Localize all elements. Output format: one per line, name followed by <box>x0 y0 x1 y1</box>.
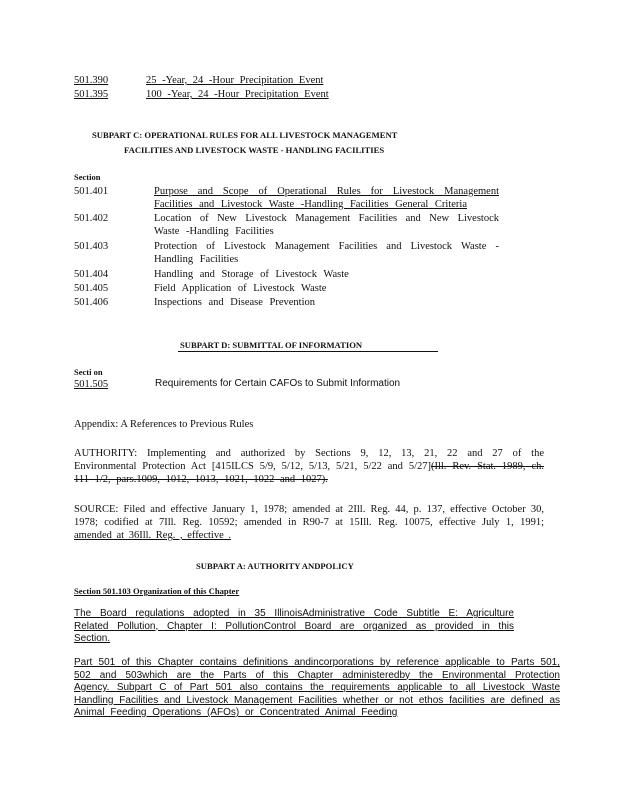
section-title-501-405: Field Application of Livestock Waste <box>154 283 327 294</box>
section-title-501-402: Location of New Livestock Management Facilities and New Livestock Waste -Handling Facilities <box>154 213 499 237</box>
section-title-501-390: 25 -Year, 24 -Hour Precipitation Event <box>146 75 324 86</box>
source-note <box>74 503 544 542</box>
organization-paragraph-1: The Board regulations adopted in 35 IllinoisAdministrative Code Subtitle E: Agriculture Related Pollution, Chapter I: PollutionControl Board are organized as provided in this Section. <box>74 608 514 644</box>
section-number-501-395: 501.395 <box>74 89 109 100</box>
section-501-103-heading: Section 501.103 Organization of this Chapter <box>74 586 240 596</box>
subpart-a-heading: SUBPART A: AUTHORITY ANDPOLICY <box>196 561 354 571</box>
subpart-c-heading-line1: SUBPART C: OPERATIONAL RULES FOR ALL LIVESTOCK MANAGEMENT <box>92 130 398 140</box>
section-number-501-404: 501.404 <box>74 269 109 280</box>
section-number-501-401: 501.401 <box>74 186 109 197</box>
section-number-501-406: 501.406 <box>74 297 109 308</box>
section-title-501-505: Requirements for Certain CAFOs to Submit Information <box>155 378 401 389</box>
authority-note <box>74 447 544 486</box>
section-number-501-390: 501.390 <box>74 75 109 86</box>
section-title-501-401: Purpose and Scope of Operational Rules for Livestock Management Facilities and Livestock Waste -Handling Facilities General Criteria <box>154 186 499 210</box>
source-text: SOURCE: Filed and effective January 1, 1978; amended at 2Ill. Reg. 44, p. 137, effective October 30, 1978; codified at 7Ill. Reg. 10592; amended in R90-7 at 15Ill. Reg. 10075, effective July 1, 1991; <box>74 504 544 528</box>
section-title-501-403: Protection of Livestock Management Facilities and Livestock Waste - Handling Facilities <box>154 241 499 265</box>
organization-paragraph-2: Part 501 of this Chapter contains definitions andincorporations by reference applicable to Parts 501, 502 and 503which are the Parts of this Chapter administeredby the Environmental Protection Agency. Subpart C of Part 501 also contains the requirements applicable to all Livestock Waste Handling Facilities and Livestock Management Facilities whether or not ethos facilities are defined as Animal Feeding Operations (AFOs) or Concentrated Animal Feeding <box>74 657 560 718</box>
section-number-501-405: 501.405 <box>74 283 109 294</box>
source-amendment-underlined: amended at 36Ill. Reg. , effective . <box>74 530 232 541</box>
section-number-501-402: 501.402 <box>74 213 109 224</box>
section-number-501-403: 501.403 <box>74 241 109 252</box>
subpart-d-heading: SUBPART D: SUBMITTAL OF INFORMATION <box>180 340 363 350</box>
section-title-501-406: Inspections and Disease Prevention <box>154 297 316 308</box>
section-title-501-395: 100 -Year, 24 -Hour Precipitation Event <box>146 89 329 100</box>
section-number-501-505: 501.505 <box>74 379 109 390</box>
appendix-entry: Appendix: A References to Previous Rules <box>74 419 254 430</box>
subpart-d-underline <box>178 351 438 352</box>
section-label-2: Secti on <box>74 367 103 377</box>
authority-text: AUTHORITY: Implementing and authorized by Sections 9, 12, 13, 21, 22 and 27 of the Environmental Protection Act [415ILCS 5/9, 5/12, 5/13, 5/21, 5/22 and 5/27] <box>74 448 544 472</box>
section-title-501-404: Handling and Storage of Livestock Waste <box>154 269 349 280</box>
section-label: Section <box>74 172 101 182</box>
authority-struck-citation: (Ill. Rev. Stat. 1989, ch. 111 1/2, pars.1009, 1012, 1013, 1021, 1022 and 1027). <box>74 461 544 485</box>
subpart-c-heading-line2: FACILITIES AND LIVESTOCK WASTE - HANDLING FACILITIES <box>124 145 385 155</box>
